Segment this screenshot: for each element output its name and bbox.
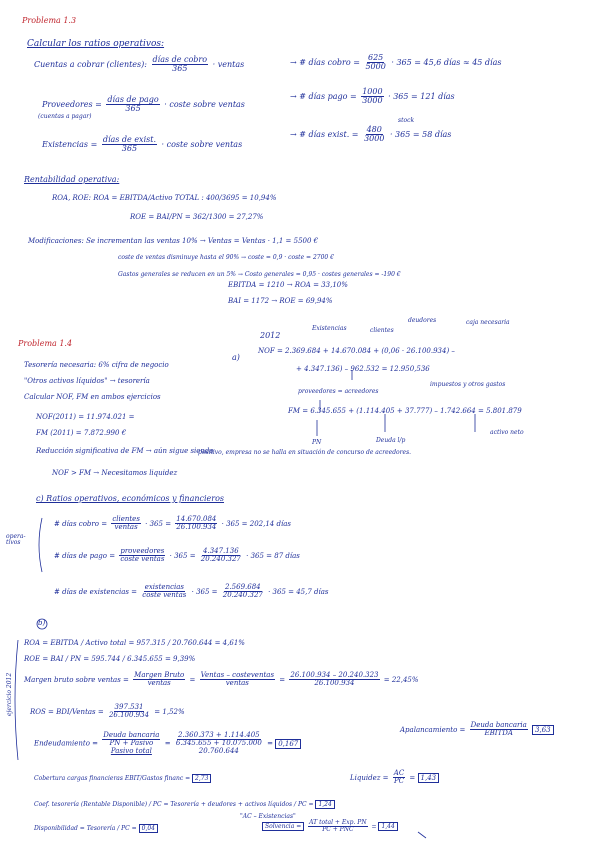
treas2: "Otros activos líquidos" → tesorería [24, 377, 150, 385]
cxc-res-fraction [364, 54, 386, 72]
ros-den: 26.100.934 [108, 711, 150, 720]
bai-line: BAI = 1172 → ROE = 69,94% [228, 297, 333, 305]
fm-2011: FM (2011) = 7.872.990 € [36, 429, 127, 437]
disp-row [34, 826, 158, 832]
exist-res-den: 3000 [364, 134, 385, 144]
exist-res-num: 480 [366, 125, 382, 134]
nof-line1: NOF = 2.369.684 + 14.670.084 + (0,06 · 26.100.934) – [258, 347, 455, 355]
end-result: 0,167 [275, 739, 301, 749]
cxc-den: 365 [172, 64, 188, 74]
end-row: Endeudamiento = Deuda bancaria PN + Pasivo Pasivo total = 2.360.373 + 1.114.405 6.345.655 + 10.075.000 20.760.644 = 0,167 [34, 732, 301, 755]
dc-fraction [111, 516, 141, 532]
cxc-res-pre: → # días cobro = [290, 57, 360, 67]
nof-fm: NOF > FM → Necesitamos liquidez [52, 469, 178, 477]
liq-num: AC [393, 769, 405, 777]
de-fraction [141, 584, 187, 600]
de-calc-fraction [222, 584, 264, 600]
solv-num: AT total + Exp. PN [309, 819, 367, 826]
solv-fraction [308, 820, 367, 834]
disp-result: 0,04 [139, 824, 158, 833]
mb-den: ventas [147, 679, 171, 688]
roe-line: ROE = BAI/PN = 362/1300 = 27,27% [130, 213, 264, 221]
mb-fraction3 [289, 672, 379, 688]
side-year: ejercicio 2012 [6, 672, 13, 716]
prov-res-den: 3000 [362, 96, 383, 106]
bracket-ratios [15, 640, 18, 760]
roe2: ROE = BAI / PN = 595.744 / 6.345.655 = 9,39% [24, 655, 196, 663]
roa-line: ROA, ROE: ROA = EBITDA/Activo TOTAL : 400/3695 = 10,94% [52, 194, 277, 202]
problem-1-4-title: Problema 1.4 [18, 339, 73, 348]
p13-cxc-result [290, 54, 501, 72]
prov-den: 365 [125, 104, 141, 114]
p13-cxc-row [34, 56, 244, 74]
de-calc-num: 2.569.684 [224, 583, 261, 591]
mb-num: Margen Bruto [134, 671, 185, 679]
roa2: ROA = EBITDA / Activo total = 957.315 / 20.760.644 = 4,61% [24, 639, 245, 647]
bracket-operativos [39, 518, 42, 572]
prov-mid: · coste sobre ventas [164, 99, 245, 109]
de-num: existencias [144, 583, 184, 591]
dp-den: coste ventas [120, 555, 165, 564]
end-num: Deuda bancaria [103, 731, 160, 739]
apal-label: Apalancamiento = [400, 725, 466, 734]
p13-prov-result [290, 88, 455, 106]
ann-deudores: deudores [408, 317, 437, 324]
exist-res-pre: → # días exist. = [290, 129, 359, 139]
prov-num: días de pago [107, 95, 159, 104]
apal-den: EBITDA [484, 729, 513, 738]
de-label: # días de existencias = [54, 587, 138, 596]
mod-line2: coste de ventas disminuye hasta el 90% → coste = 0,9 · coste = 2700 € [118, 254, 334, 261]
nof-2011: NOF(2011) = 11.974.021 = [36, 413, 135, 421]
mb-res: = 22,45% [383, 675, 419, 684]
mb-den2: ventas [225, 679, 249, 688]
prov-sub: (cuentas a pagar) [38, 113, 92, 120]
mod-line3: Gastos generales se reducen en un 5% → Costo generales = 0,95 · costes generales = -190 € [118, 271, 401, 278]
end-fraction [102, 732, 160, 755]
red-line2: positivo, empresa no se halla en situación de concurso de acreedores. [198, 449, 412, 456]
ros-num: 397.531 [114, 703, 144, 711]
dc-calc-num: 14.670.084 [176, 515, 217, 523]
cxc-fraction [152, 56, 209, 74]
cxc-res-num: 625 [367, 53, 384, 62]
apal-fraction [470, 722, 528, 738]
dc-den: ventas [114, 523, 138, 532]
ann-imp: impuestos y otros gastos [430, 381, 506, 388]
prov-res-pre: → # días pago = [290, 91, 357, 101]
cxc-label: Cuentas a cobrar (clientes): [34, 59, 147, 69]
dp-res: · 365 = 87 días [246, 551, 300, 560]
ratios-mark: b) [38, 619, 46, 627]
dc-calc-fraction [175, 516, 217, 532]
ann-pn: PN [312, 439, 322, 446]
end-den: PN + Pasivo [109, 739, 154, 748]
dp-label: # días de pago = [54, 551, 116, 560]
ac-ex: "AC – Existencias" [240, 813, 296, 820]
coef-row [34, 802, 335, 808]
mb-row: Margen bruto sobre ventas = $\frac{\text{Margen Bruto}}{\text{ventas}}$ = $\frac{\text{Ventas – costeventas}}{\text{ventas}}$ = $\frac{26.100.934 - 20.240.323}{26.100.934}$ = 22,45% [24, 671, 419, 688]
end-calc1: 2.360.373 + 1.114.405 [178, 731, 260, 739]
mb-fraction [133, 672, 185, 688]
liq-label: Liquidez = [350, 773, 389, 782]
end-calc3: 20.760.644 [198, 746, 239, 755]
liq-fraction [393, 770, 405, 786]
exist-res-fraction [363, 126, 385, 144]
ann-clientes: clientes [370, 327, 394, 334]
de-res: · 365 = 45,7 días [268, 587, 329, 596]
end-label: Endeudamiento = [34, 739, 99, 748]
treas1: Tesorería necesaria: 6% cifra de negocio [24, 361, 169, 369]
liq-result: 1,43 [418, 773, 440, 783]
dc-res: · 365 = 202,14 días [221, 519, 291, 528]
liq-den: PC [393, 777, 405, 786]
mb-label: Margen bruto sobre ventas = [24, 675, 129, 684]
ebitda-line: EBITDA = 1210 → ROA = 33,10% [228, 281, 348, 289]
ann-activo: activo neto [490, 429, 524, 436]
coef-result: 1,24 [315, 800, 334, 809]
fm-line: FM = 6.345.655 + (1.114.405 + 37.777) – 1.742.664 = 5.801.879 [288, 407, 522, 415]
de-row: # días de existencias = $\frac{\text{existencias}}{\text{coste ventas}}$ · 365 = $\frac{2.569.684}{20.240.327}$ · 365 = 45,7 días [54, 583, 329, 600]
ann-prov: proveedores = acreedores [298, 388, 379, 395]
disp-label: Disponibilidad = Tesorería / PC = [34, 825, 137, 832]
mod-line1: Modificaciones: Se incrementan las ventas 10% → Ventas = Ventas · 1,1 = 5500 € [28, 237, 319, 245]
apal-num: Deuda bancaria [470, 721, 527, 729]
ros-row [30, 704, 185, 720]
treas3: Calcular NOF, FM en ambos ejercicios [24, 393, 161, 401]
year-2012: 2012 [260, 331, 281, 340]
end-den2: Pasivo total [110, 746, 152, 755]
a-label: a) [232, 353, 240, 362]
p13-prov-row [42, 96, 245, 114]
ros-label: ROS = BDI/Ventas = [30, 707, 104, 716]
dp-calc-num: 4.347.136 [203, 547, 239, 555]
oper-tag: opera- tivos [6, 533, 26, 546]
apal-row [400, 722, 554, 738]
end-calc-fraction [175, 732, 263, 755]
dp-calc-den: 20.240.327 [200, 555, 241, 564]
mb-fraction2 [200, 672, 275, 688]
cob-row [34, 776, 211, 782]
dc-label: # días cobro = [54, 519, 108, 528]
de-calc-den: 20.240.327 [222, 591, 263, 600]
exist-den: 365 [121, 144, 138, 154]
solv-den: PC + PNC [322, 826, 354, 834]
dp-num: proveedores [120, 547, 165, 555]
exist-stock: stock [398, 117, 415, 124]
p13-exist-result [290, 126, 451, 144]
exist-num: días de exist. [102, 135, 156, 144]
prov-fraction [106, 96, 159, 114]
solv-label: Solvencia = [262, 822, 304, 831]
dc-row: # días cobro = $\frac{\text{clientes}}{\text{ventas}}$ · 365 = $\frac{14.670.084}{26.100.934}$ · 365 = 202,14 días [54, 515, 291, 532]
red-line: Reducción significativa de FM → aún sigue siendo [36, 447, 214, 455]
de-den: coste ventas [142, 591, 187, 600]
cxc-mid: · ventas [212, 59, 245, 69]
ann-caja: caja necesaria [466, 319, 510, 326]
ros-fraction [108, 704, 150, 720]
problem-1-3-title: Problema 1.3 [22, 16, 77, 25]
cxc-res-post: · 365 = 45,6 días ≈ 45 días [391, 57, 502, 67]
end-calc2: 6.345.655 + 10.075.000 [175, 739, 262, 748]
prov-res-num: 1000 [362, 87, 383, 96]
cob-result: 2,73 [192, 774, 211, 783]
dc-num: clientes [112, 515, 140, 523]
ann-deuda: Deuda l/p [376, 437, 406, 444]
dp-calc-fraction [200, 548, 242, 564]
cxc-num: días de cobro [152, 55, 208, 64]
solv-row: Solvencia = $\frac{\text{AT total + Exp. PN}}{\text{PC + PNC}}$ = 1,44 [262, 820, 398, 834]
coef-label: Coef. tesorería (Rentable Disponible) / PC = Tesorería + deudores + activos líquidos / PC = [34, 801, 314, 808]
exist-mid: · coste sobre ventas [161, 139, 243, 149]
rent-heading: Rentabilidad operativa: [24, 175, 120, 184]
cob-label: Cobertura cargas financieras EBIT/Gastos financ = [34, 775, 191, 782]
dp-fraction [119, 548, 165, 564]
c-heading: c) Ratios operativos, económicos y financieros [36, 494, 225, 503]
p13-exist-row [42, 136, 242, 154]
ann-exist: Existencias [312, 325, 347, 332]
ros-res: = 1,52% [154, 707, 185, 716]
dc-calc-den: 26.100.934 [176, 523, 217, 532]
prov-res-fraction [361, 88, 383, 106]
exist-label: Existencias = [42, 139, 98, 149]
prov-res-post: · 365 = 121 días [388, 91, 455, 101]
apal-result: 3,63 [532, 725, 554, 735]
solv-result: 1,44 [378, 822, 397, 831]
liq-row: Liquidez = $\frac{AC}{PC}$ = 1,43 [350, 770, 439, 786]
nof-line2: + 4.347.136) – 962.532 = 12.950,536 [296, 365, 430, 373]
cxc-res-den: 5000 [365, 62, 386, 72]
exist-fraction [102, 136, 157, 154]
mb-num2: Ventas – costeventas [200, 671, 275, 679]
exist-res-post: · 365 = 58 días [389, 129, 452, 139]
arrow-sub-pc [418, 832, 426, 838]
mb-den3: 26.100.934 [314, 679, 355, 688]
dp-row: # días de pago = $\frac{\text{proveedores}}{\text{coste ventas}}$ · 365 = $\frac{4.347.136}{20.240.327}$ · 365 = 87 días [54, 547, 300, 564]
mb-num3: 26.100.934 – 20.240.323 [290, 671, 379, 679]
p13-heading: Calcular los ratios operativos: [27, 39, 165, 49]
prov-label: Proveedores = [42, 99, 102, 109]
